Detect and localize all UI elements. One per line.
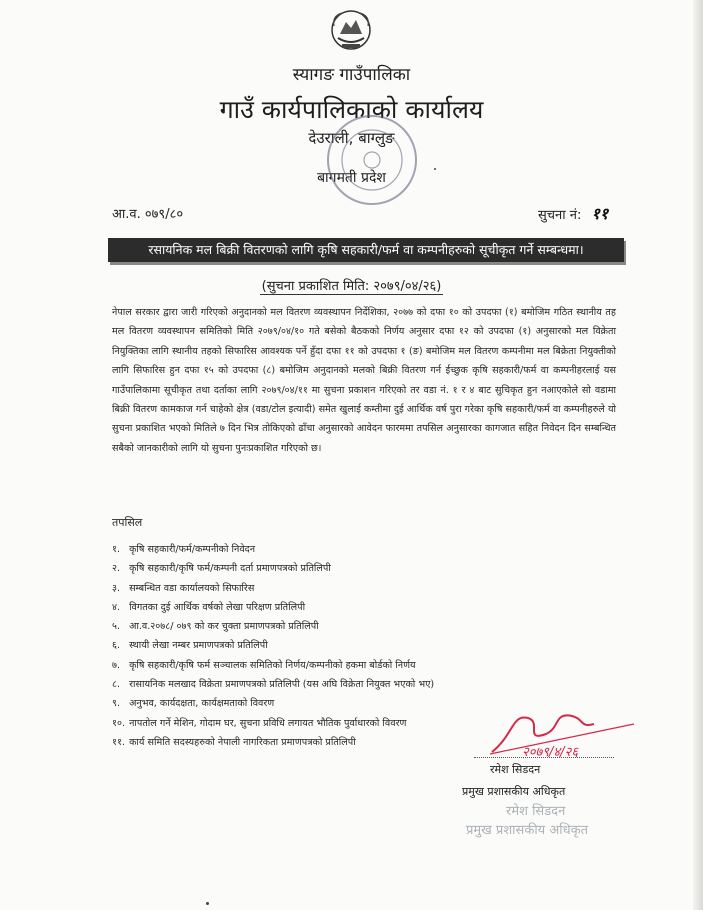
published-date-line [0, 276, 703, 294]
list-item-text: आ.व.२०७८/ ०७९ को कर चुक्ता प्रमाणपत्रको प्रतिलिपी [129, 621, 319, 633]
officer-title: प्रमुख प्रशासकीय अधिकृत [462, 785, 566, 798]
municipality-name: स्यागङ गाउँपालिका [292, 65, 411, 85]
list-item [112, 656, 434, 675]
list-item [112, 714, 434, 733]
list-item-text: रासायनिक मलखाद विक्रेता प्रमाणपत्रको प्रतिलिपी (यस अघि विक्रेता नियुक्त भएको भए) [129, 679, 435, 691]
list-item-number: १०. [112, 717, 126, 729]
list-item [112, 559, 434, 578]
required-documents-list [112, 540, 434, 752]
published-date: (सुचना प्रकाशित मिति: २०७९/०४/२६) [261, 279, 442, 294]
list-item [112, 579, 434, 598]
list-item-number: ३. [112, 582, 121, 594]
list-item [112, 540, 434, 559]
list-item-number: ९. [112, 698, 121, 710]
list-item-text: कृषि सहकारी/फर्म/कम्पनीको निवेदन [129, 544, 256, 555]
notice-number-field [538, 202, 608, 224]
officer-title-stamp: प्रमुख प्रशासकीय अधिकृत [466, 823, 589, 838]
scan-speck [206, 902, 209, 905]
list-item [112, 694, 434, 713]
subject-banner: रसायनिक मल बिक्री वितरणको लागि कृषि सहकारी/फर्म वा कम्पनीहरुको सूचीकृत गर्ने सम्बन्धमा। [108, 238, 624, 262]
officer-name: रमेश सिडदन [490, 763, 541, 776]
list-item-text: विगतका दुई आर्थिक वर्षको लेखा परिक्षण प्रतिलिपी [129, 601, 306, 613]
list-item [112, 598, 434, 617]
list-item-number: १. [112, 544, 121, 555]
list-item [112, 675, 434, 694]
notice-body: नेपाल सरकार द्वारा जारी गरिएको अनुदानको मल वितरण व्यवस्थापन निर्देशिका, २०७७ को दफा १० को उपदफा (१) बमोजिम गठित स्थानीय तह मल वितरण व्यवस्थापन समितिको मिति २०७९/०४/१० गते बसेको बैठकको निर्णय अनुसार दफा १२ को उपदफा (१) अनुसारको मल विक्रेता नियुक्तिका लागि स्थानीय तहको सिफारिस आवश्यक पर्ने हुँदा दफा ११ को उपदफा १ (ङ) बमोजिम मल वितरण कम्पनीमा मल बिक्रेता नियुक्तीको लागि सिफारिस हुन दफा १५ को उपदफा (८) बमोजिम अनुदानको मलको बिक्री वितरण गर्न ईच्छुक कृषि सहकारी/फर्म वा कम्पनीहरलाई यस गाउँपालिकामा सूचीकृत तथा दर्ताका लागि २०७९/०४/११ मा सुचना प्रकाशन गरिएको तर वडा नं. १ र ४ बाट सुचिकृत हुन नआएकोले सो वडामा बिक्री वितरण कामकाज गर्न चाहेको क्षेत्र (वडा/टोल इत्यादी) समेत खुलाई कम्तीमा दुई आर्थिक वर्ष पुरा गरेका कृषि सहकारी/फर्म वा कम्पनीहरुले यो सुचना प्रकाशित भएको मितिले ७ दिन भित्र तोकिएको ढाँचा अनुसारको आवेदन फारममा तपसिल अनुसारका कागजात सहित निवेदन दिन सम्बन्धित सबैको जानकारीको लागि यो सुचना पुनःप्रकाशित गरिएको छ। [112, 307, 616, 454]
list-item-text: कृषि सहकारी/कृषि फर्म सञ्चालक समितिको निर्णय/कम्पनीको हकमा बोर्डको निर्णय [129, 659, 416, 671]
office-seal-stamp [322, 110, 422, 210]
list-item-number: ११. [112, 736, 126, 748]
list-item-text: कृषि सहकारी/कृषि फर्म/कम्पनी दर्ता प्रमाणपत्रको प्रतिलिपी [129, 563, 331, 575]
notice-number: ११ [591, 204, 609, 223]
list-item-number: ४. [112, 601, 121, 613]
list-item-text: अनुभव, कार्यदक्षता, कार्यक्षमताको विवरण [129, 698, 275, 710]
list-item-text: नापतोल गर्ने मेशिन, गोदाम घर, सुचना प्रविधि लगायत भौतिक पुर्वाधारको विवरण [129, 717, 407, 729]
handwritten-signature [484, 694, 644, 764]
list-item [112, 733, 434, 752]
list-item [112, 636, 434, 655]
list-item [112, 617, 434, 636]
list-item-text: स्थायी लेखा नम्बर प्रमाणपत्रको प्रतिलिपी [129, 640, 268, 652]
province-name: बागमती प्रदेश [317, 170, 386, 186]
signature-line [474, 757, 614, 758]
list-heading: तपसिल [112, 516, 143, 529]
office-name: गाउँ कार्यपालिकाको कार्यालय [219, 95, 484, 124]
list-item-number: ८. [112, 679, 121, 691]
scan-speck [434, 168, 436, 170]
fiscal-year: आ.व. ०७९/८० [112, 207, 184, 222]
list-item-number: ६. [112, 640, 121, 652]
handwritten-date: २०७९/४/२६ [522, 745, 579, 760]
nepal-emblem-icon [328, 8, 374, 52]
list-item-number: २. [112, 563, 121, 575]
officer-name-stamp: रमेश सिडदन [506, 804, 566, 819]
notice-number-label: सुचना नं: [538, 208, 582, 223]
list-item-number: ५. [112, 621, 121, 633]
list-item-text: कार्य समिति सदस्यहरुको नेपाली नागरिकता प्रमाणपत्रको प्रतिलिपी [129, 736, 356, 748]
office-location: देउराली, बाग्लुङ [308, 129, 395, 147]
list-item-text: सम्बन्धित वडा कार्यालयको सिफारिस [129, 582, 255, 594]
list-item-number: ७. [112, 659, 121, 671]
